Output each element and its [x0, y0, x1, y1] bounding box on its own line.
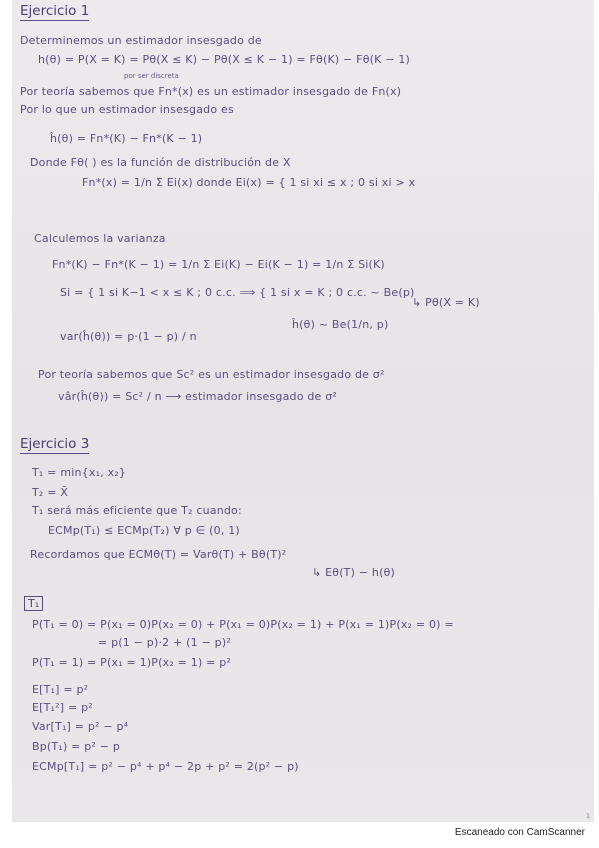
ex1-line-11b: ĥ(θ) ~ Be(1/n, p)	[292, 318, 389, 331]
ex3-line-6: P(T₁ = 0) = P(x₁ = 0)P(x₂ = 0) + P(x₁ = 0)P(x₂ = 1) + P(x₁ = 1)P(x₂ = 0) =	[32, 618, 454, 631]
ex1-line-2: h(θ) = P(X = K) = Pθ(X ≤ K) − Pθ(X ≤ K − 1) = Fθ(K) − Fθ(K − 1)	[38, 53, 411, 66]
t1-box: T₁	[24, 596, 43, 611]
ex1-line-4: Por lo que un estimador insesgado es	[20, 103, 234, 116]
ex3-line-5b: ↳ Eθ(T) − h(θ)	[312, 566, 395, 579]
ex1-line-10: Si = { 1 si K−1 < x ≤ K ; 0 c.c. ⟹ { 1 si x = K ; 0 c.c. ~ Be(p)	[60, 286, 415, 299]
ex1-line-6: Donde Fθ( ) es la función de distribución de X	[30, 156, 291, 169]
ex1-line-7: Fn*(x) = 1/n Σ Ei(x) donde Ei(x) = { 1 si xi ≤ x ; 0 si xi > x	[82, 176, 416, 189]
ex3-line-7: = p(1 − p)·2 + (1 − p)²	[98, 636, 231, 649]
ex3-line-4: ECMp(T₁) ≤ ECMp(T₂) ∀ p ∈ (0, 1)	[48, 524, 240, 537]
camscanner-footer: Escaneado con CamScanner	[454, 827, 585, 838]
ex1-line-5: ĥ(θ) = Fn*(K) − Fn*(K − 1)	[50, 132, 203, 145]
ex3-line-9: E[T₁] = p²	[32, 683, 89, 696]
page-number: 1	[586, 813, 590, 820]
ex1-line-13: vâr(ĥ(θ)) = Sc² / n ⟶ estimador insesgado de σ²	[58, 390, 337, 403]
ex1-line-1: Determinemos un estimador insesgado de	[20, 34, 262, 47]
ex3-line-13: ECMp[T₁] = p² − p⁴ + p⁴ − 2p + p² = 2(p² − p)	[32, 760, 299, 773]
ex3-line-12: Bp(T₁) = p² − p	[32, 740, 121, 753]
ex1-line-10b: ↳ Pθ(X = K)	[412, 296, 480, 309]
ex3-line-8: P(T₁ = 1) = P(x₁ = 1)P(x₂ = 1) = p²	[32, 656, 232, 669]
ex3-line-2: T₂ = X̄	[32, 486, 69, 499]
ex3-line-5: Recordamos que ECMθ(T) = Varθ(T) + Bθ(T)²	[30, 548, 287, 561]
ex1-line-9: Fn*(K) − Fn*(K − 1) = 1/n Σ Ei(K) − Ei(K − 1) = 1/n Σ Si(K)	[52, 258, 385, 271]
exercise-1-title: Ejercicio 1	[20, 3, 90, 19]
ex1-line-8: Calculemos la varianza	[34, 232, 166, 245]
exercise-3-title: Ejercicio 3	[20, 436, 90, 452]
ex3-line-11: Var[T₁] = p² − p⁴	[32, 720, 129, 733]
ex1-note-discrete: por ser discreta	[124, 72, 179, 80]
ex3-line-10: E[T₁²] = p²	[32, 701, 93, 714]
scanned-page	[12, 0, 594, 822]
ex1-line-11: var(ĥ(θ)) = p·(1 − p) / n	[60, 330, 197, 343]
ex3-line-3: T₁ será más eficiente que T₂ cuando:	[32, 504, 242, 517]
ex1-line-3: Por teoría sabemos que Fn*(x) es un estimador insesgado de Fn(x)	[20, 85, 402, 98]
ex1-line-12: Por teoría sabemos que Sc² es un estimador insesgado de σ²	[38, 368, 385, 381]
ex3-line-1: T₁ = min{x₁, x₂}	[32, 466, 127, 479]
